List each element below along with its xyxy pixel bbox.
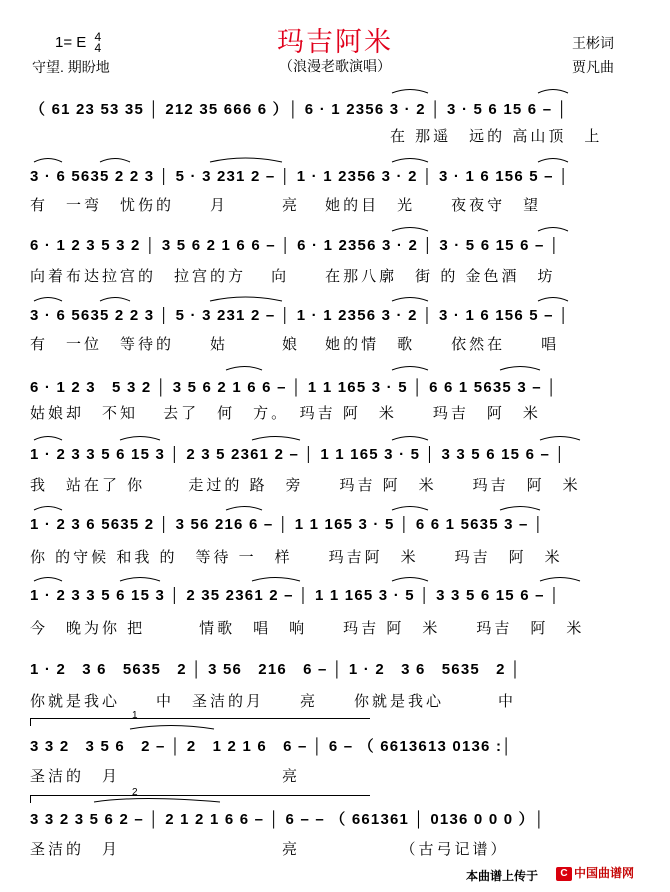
composer-credit: 贾凡曲: [572, 59, 614, 75]
lyric-line: 有 一位 等待的 姑 娘 她的情 歌 依然在 唱: [30, 336, 560, 353]
slur-mark: [538, 159, 568, 163]
slur-mark: [392, 90, 428, 94]
slur-mark: [226, 507, 262, 511]
slur-mark: [34, 437, 62, 441]
slur-mark: [392, 159, 428, 163]
key-label: 1= E: [55, 33, 87, 51]
lyricist-credit: 王彬词: [572, 35, 614, 51]
slur-mark: [392, 228, 428, 232]
slur-mark: [538, 228, 568, 232]
lyric-line: 你 的守候 和我 的 等待 一 样 玛吉阿 米 玛吉 阿 米: [30, 549, 563, 566]
notation-line: 3 3 2 3 5 6 2 – │ 2 1 2 1 6 6 – │ 6 – （ 6613613 0136 :│: [30, 738, 513, 755]
slur-mark: [538, 90, 568, 94]
slur-mark: [100, 298, 130, 302]
notation-line: 1 · 2 3 3 5 6 15 3 │ 2 3 5 2361 2 – │ 1 1 165 3 · 5 │ 3 3 5 6 15 6 – │: [30, 446, 566, 463]
song-title: 玛吉阿米: [277, 27, 393, 57]
lyric-line: 圣洁的 月 亮 （古弓记谱）: [30, 841, 509, 858]
notation-line: （ 61 23 53 35 │ 212 35 666 6 ）│ 6 · 1 2356 3 · 2 │ 3 · 5 6 15 6 – │: [30, 101, 569, 118]
notation-line: 3 · 6 5635 2 2 3 │ 5 · 3 231 2 – │ 1 · 1 2356 3 · 2 │ 3 · 1 6 156 5 – │: [30, 168, 570, 185]
site-logo-icon: C: [556, 867, 572, 881]
slur-mark: [100, 159, 130, 163]
lyric-line: 在 那遥 远的 高山顶 上: [30, 128, 603, 145]
notation-line: 3 · 6 5635 2 2 3 │ 5 · 3 231 2 – │ 1 · 1 2356 3 · 2 │ 3 · 1 6 156 5 – │: [30, 307, 570, 324]
lyric-line: 姑娘却 不知 去了 何 方。 玛吉 阿 米 玛吉 阿 米: [30, 405, 541, 422]
lyric-line: 向着布达拉宫的 拉宫的方 向 在那八廓 街 的 金色酒 坊: [30, 268, 556, 285]
slur-mark: [34, 159, 62, 163]
time-denominator: 4: [94, 41, 102, 55]
slur-mark: [252, 578, 300, 582]
lyric-line: 有 一弯 忧伤的 月 亮 她的目 光 夜夜守 望: [30, 197, 542, 214]
slur-mark: [538, 298, 568, 302]
lyric-line: 你就是我心 中 圣洁的月 亮 你就是我心 中: [30, 693, 517, 710]
lyric-line: 圣洁的 月 亮: [30, 768, 301, 785]
slur-mark: [500, 367, 540, 371]
slur-mark: [94, 799, 220, 803]
notation-line: 6 · 1 2 3 5 3 2 │ 3 5 6 2 1 6 6 – │ 1 1 165 3 · 5 │ 6 6 1 5635 3 – │: [30, 379, 558, 396]
slur-mark: [226, 367, 262, 371]
slur-mark: [392, 437, 428, 441]
slur-mark: [540, 578, 580, 582]
site-name: 中国曲谱网: [574, 866, 635, 880]
slur-mark: [392, 367, 428, 371]
lyric-line: 今 晚为你 把 情歌 唱 响 玛吉 阿 米 玛吉 阿 米: [30, 620, 585, 637]
time-numerator: 4: [94, 30, 102, 44]
slur-mark: [500, 507, 540, 511]
performer-subtitle: （浪漫老歌演唱）: [279, 58, 391, 74]
tempo-marking: 守望. 期盼地: [32, 59, 110, 75]
slur-mark: [392, 578, 428, 582]
slur-mark: [210, 158, 282, 162]
notation-line: 1 · 2 3 6 5635 2 │ 3 56 216 6 – │ 1 1 165 3 · 5 │ 6 6 1 5635 3 – │: [30, 516, 545, 533]
notation-line: 1 · 2 3 6 5635 2 │ 3 56 216 6 – │ 1 · 2 3 6 5635 2 │: [30, 661, 522, 678]
site-logo[interactable]: [556, 864, 634, 881]
notation-line: 3 3 2 3 5 6 2 – │ 2 1 2 1 6 6 – │ 6 – – （ 661361 │ 0136 0 0 0 ）│: [30, 811, 546, 828]
slur-mark: [34, 507, 62, 511]
notation-line: 1 · 2 3 3 5 6 15 3 │ 2 35 2361 2 – │ 1 1 165 3 · 5 │ 3 3 5 6 15 6 – │: [30, 587, 561, 604]
slur-mark: [130, 726, 214, 730]
upload-credit: 本曲谱上传于: [466, 869, 539, 883]
lyric-line: 我 站在了 你 走过的 路 旁 玛吉 阿 米 玛吉 阿 米: [30, 477, 581, 494]
slur-mark: [120, 437, 160, 441]
volta-number-1: 1: [132, 710, 138, 721]
slur-mark: [210, 297, 282, 301]
volta-number-2: 2: [132, 787, 138, 798]
slur-mark: [392, 298, 428, 302]
slur-mark: [540, 437, 580, 441]
notation-line: 6 · 1 2 3 5 3 2 │ 3 5 6 2 1 6 6 – │ 6 · 1 2356 3 · 2 │ 3 · 5 6 15 6 – │: [30, 237, 561, 254]
slur-mark: [392, 507, 428, 511]
slur-mark: [120, 578, 160, 582]
slur-mark: [34, 578, 62, 582]
slur-mark: [34, 298, 62, 302]
slur-mark: [252, 437, 300, 441]
